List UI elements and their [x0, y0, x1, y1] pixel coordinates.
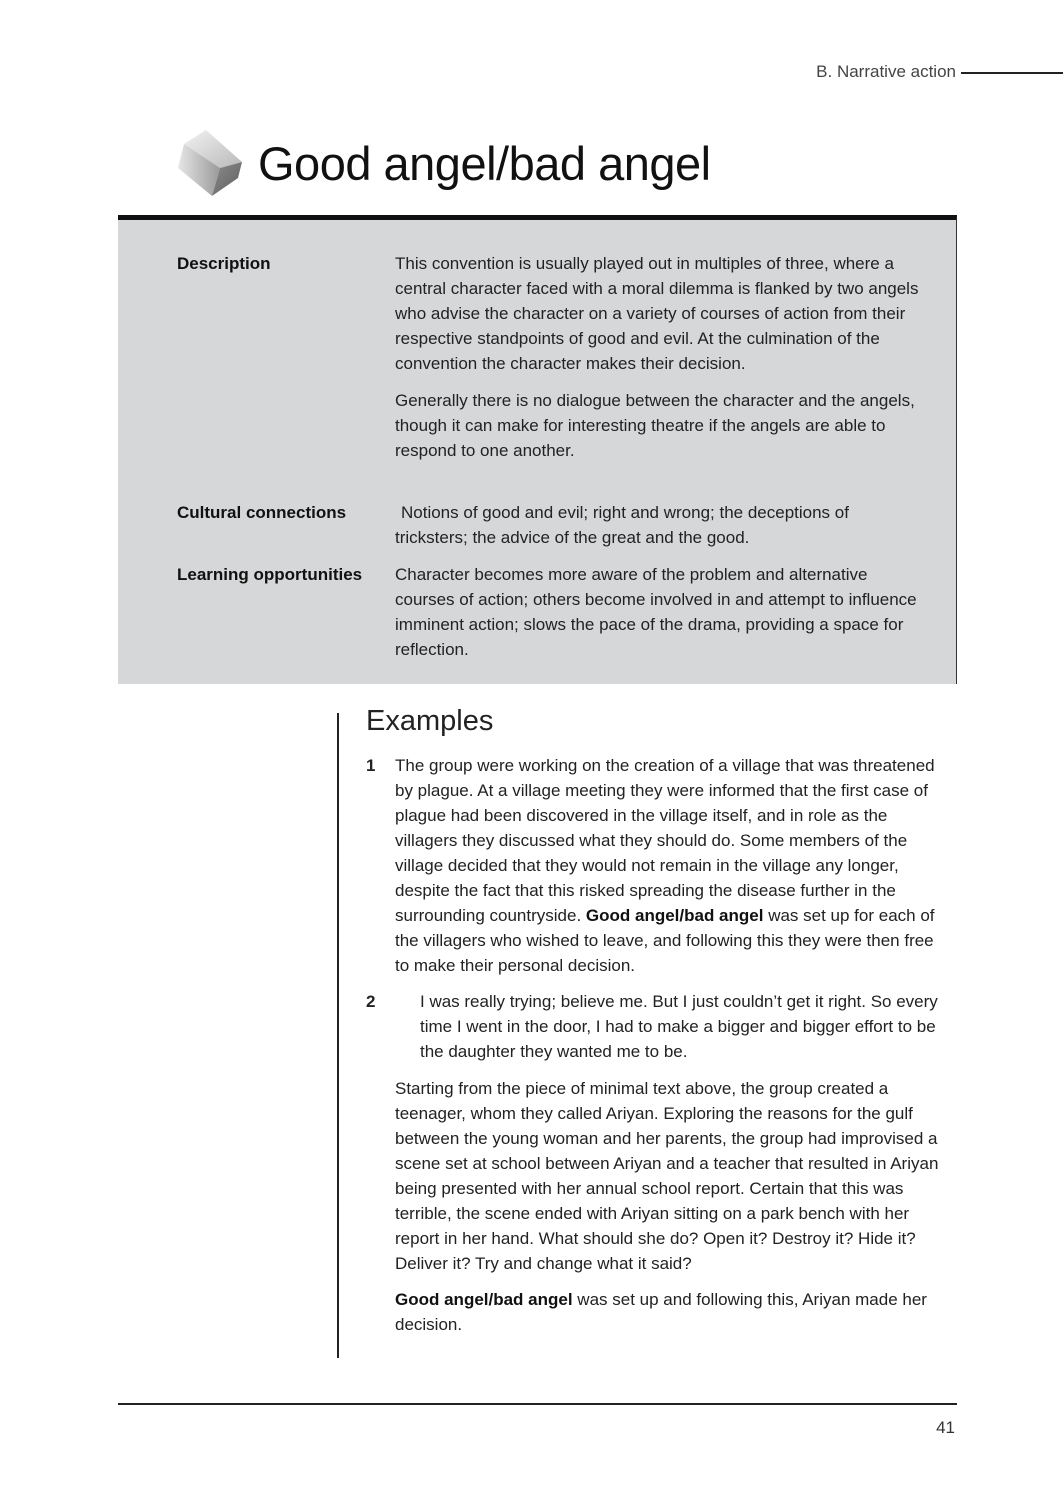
example-number: 1: [366, 756, 376, 775]
examples-heading: Examples: [366, 705, 494, 737]
cultural-connections-label: Cultural connections: [177, 503, 347, 522]
cultural-connections-text: [395, 500, 925, 562]
convention-name: Good angel/bad angel: [395, 1290, 573, 1309]
info-table: [118, 215, 957, 684]
example-text: was set up for each of the villagers who wished to leave, and following this they were then free to make their personal decision.: [395, 906, 935, 975]
example-paragraph: Starting from the piece of minimal text above, the group created a teenager, whom they called Ariyan. Exploring the reasons for the gulf between the young woman and her parents, the group had improvised a scene set at school between Ariyan and a teacher that resulted in Ariyan being presented with her annual school report. Certain that this was terrible, the scene ended with Ariyan sitting on a park bench with her report in her hand. What should she do? Open it? Destroy it? Hide it? Deliver it? Try and change what it said?: [395, 1079, 939, 1273]
example-paragraph: [395, 753, 946, 978]
examples-list: [366, 753, 946, 1348]
learning-opportunities-paragraph: Character becomes more aware of the problem and alternative courses of action; others become involved in and attempt to influence imminent action; slows the pace of the drama, providing a space for reflection.: [395, 565, 917, 659]
page-title: Good angel/bad angel: [258, 136, 711, 190]
title-row: [176, 128, 711, 198]
example-paragraph: [395, 1287, 946, 1337]
description-paragraph: This convention is usually played out in multiples of three, where a central character faced with a moral dilemma is flanked by two angels who advise the character on a variety of courses of action from their respective standpoints of good and evil. At the culmination of the convention the character makes their decision.: [395, 254, 919, 373]
section-label: B. Narrative action: [816, 62, 956, 81]
page-number: 41: [936, 1418, 955, 1437]
footer-rule: [118, 1403, 957, 1405]
cultural-connections-paragraph: Notions of good and evil; right and wrong; the deceptions of tricksters; the advice of the great and the good.: [395, 503, 849, 547]
example-item: [366, 753, 946, 978]
learning-opportunities-label: Learning opportunities: [177, 565, 363, 584]
example-quote: I was really trying; believe me. But I just couldn’t get it right. So every time I went in the door, I had to make a bigger and bigger effort to be the daughter they wanted me to be.: [420, 992, 938, 1061]
running-head: [0, 62, 1063, 84]
description-paragraph: Generally there is no dialogue between the character and the angels, though it can make for interesting theatre if the angels are able to respond to one another.: [395, 391, 915, 460]
header-rule: [961, 72, 1063, 74]
cube-icon: [176, 128, 244, 198]
examples-side-rule: [337, 713, 339, 1358]
example-number: 2: [366, 992, 376, 1011]
convention-name: Good angel/bad angel: [585, 906, 764, 925]
description-text: [395, 251, 925, 475]
example-text: The group were working on the creation of a village that was threatened by plague. At a village meeting they were informed that the first case of plague had been discovered in the village itself, and in role as the villagers they discussed what they should do. Some members of the village decided that they would not remain in the village any longer, despite the fact that this risked spreading the disease further in the surrounding countryside.: [395, 756, 935, 925]
description-label: Description: [177, 254, 271, 273]
learning-opportunities-text: [395, 562, 925, 674]
example-text: was set up and following this, Ariyan made her decision.: [395, 1290, 927, 1334]
example-item: [366, 989, 946, 1337]
